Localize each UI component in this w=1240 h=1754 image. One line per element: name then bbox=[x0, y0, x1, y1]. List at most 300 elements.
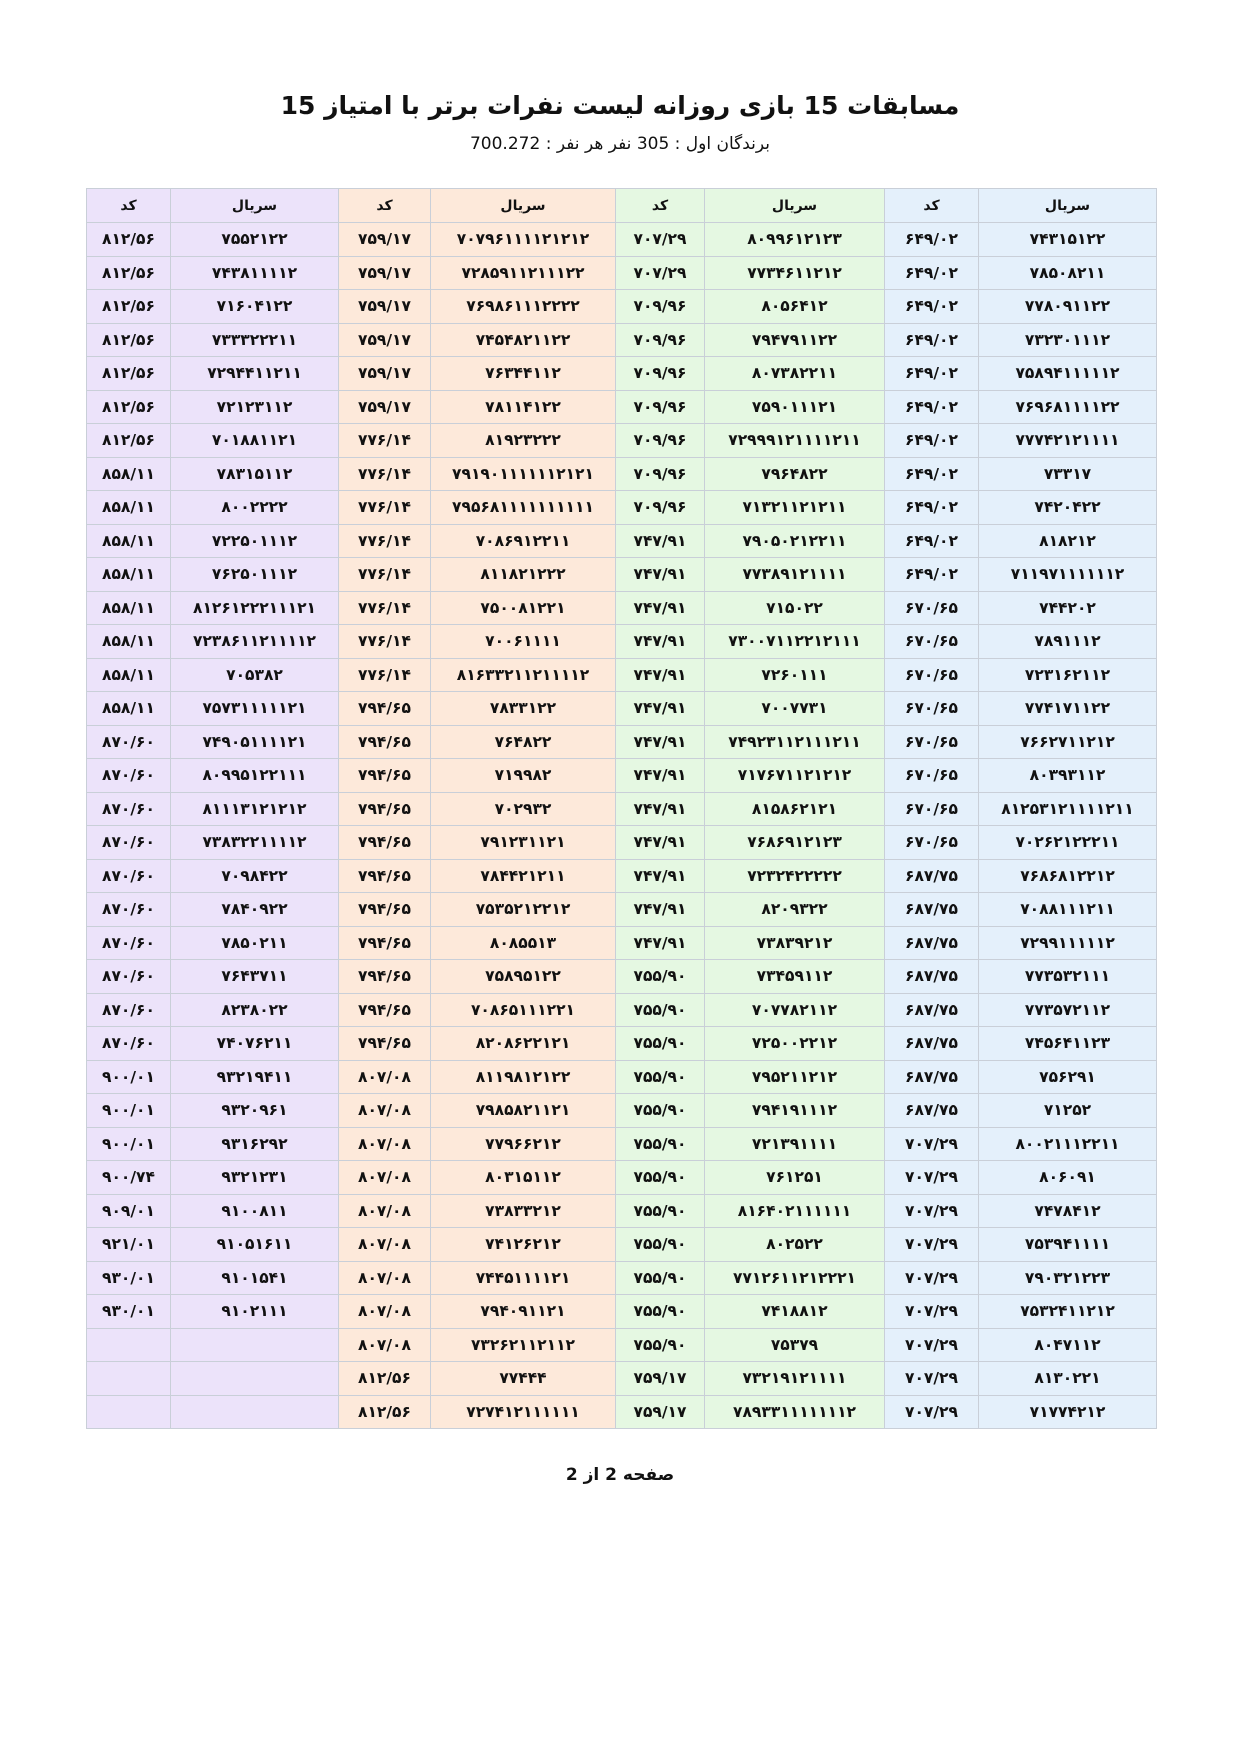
code-cell: ۷۰۷/۲۹ bbox=[616, 256, 705, 290]
serial-cell: ۷۶۹۶۸۱۱۱۱۲۲ bbox=[979, 390, 1157, 424]
code-cell: ۷۴۷/۹۱ bbox=[616, 658, 705, 692]
serial-cell: ۸۱۶۳۳۲۱۱۲۱۱۱۱۲ bbox=[431, 658, 616, 692]
code-cell: ۶۸۷/۷۵ bbox=[885, 993, 979, 1027]
code-cell: ۷۰۷/۲۹ bbox=[885, 1295, 979, 1329]
serial-cell: ۸۱۱۹۸۱۲۱۲۲ bbox=[431, 1060, 616, 1094]
code-cell: ۶۸۷/۷۵ bbox=[885, 960, 979, 994]
code-cell: ۸۱۲/۵۶ bbox=[87, 357, 171, 391]
code-cell: ۷۵۵/۹۰ bbox=[616, 1161, 705, 1195]
code-cell: ۷۷۶/۱۴ bbox=[339, 591, 431, 625]
serial-cell: ۸۲۰۸۶۲۲۱۲۱ bbox=[431, 1027, 616, 1061]
code-cell: ۶۴۹/۰۲ bbox=[885, 424, 979, 458]
serial-cell: ۸۱۲۵۳۱۲۱۱۱۱۲۱۱ bbox=[979, 792, 1157, 826]
serial-cell: ۷۴۳۸۱۱۱۱۲ bbox=[171, 256, 339, 290]
code-cell: ۶۷۰/۶۵ bbox=[885, 625, 979, 659]
code-cell: ۸۱۲/۵۶ bbox=[87, 424, 171, 458]
serial-cell: ۷۱۷۷۴۲۱۲ bbox=[979, 1395, 1157, 1429]
serial-cell: ۷۰۰۶۱۱۱۱ bbox=[431, 625, 616, 659]
serial-cell: ۷۰۲۹۳۲ bbox=[431, 792, 616, 826]
code-cell: ۷۵۹/۱۷ bbox=[339, 223, 431, 257]
serial-cell: ۷۵۸۹۵۱۲۲ bbox=[431, 960, 616, 994]
results-table-wrapper bbox=[86, 188, 1156, 1429]
code-cell: ۷۹۴/۶۵ bbox=[339, 792, 431, 826]
serial-cell: ۷۰۱۸۸۱۱۲۱ bbox=[171, 424, 339, 458]
code-cell: ۷۵۵/۹۰ bbox=[616, 1127, 705, 1161]
code-cell: ۸۱۲/۵۶ bbox=[87, 390, 171, 424]
code-cell: ۸۰۷/۰۸ bbox=[339, 1060, 431, 1094]
table-row bbox=[87, 1395, 1157, 1429]
table-row bbox=[87, 1060, 1157, 1094]
code-cell: ۶۸۷/۷۵ bbox=[885, 1027, 979, 1061]
table-row bbox=[87, 424, 1157, 458]
code-cell: ۷۴۷/۹۱ bbox=[616, 692, 705, 726]
code-cell: ۸۰۷/۰۸ bbox=[339, 1295, 431, 1329]
code-cell: ۷۰۷/۲۹ bbox=[885, 1395, 979, 1429]
serial-cell: ۷۴۴۲۰۲ bbox=[979, 591, 1157, 625]
table-row bbox=[87, 390, 1157, 424]
serial-cell: ۷۰۵۳۸۲ bbox=[171, 658, 339, 692]
serial-cell: ۷۰۹۸۴۲۲ bbox=[171, 859, 339, 893]
code-cell: ۷۵۹/۱۷ bbox=[339, 290, 431, 324]
serial-cell: ۷۹۰۵۰۲۱۲۲۱۱ bbox=[705, 524, 885, 558]
code-cell: ۸۱۲/۵۶ bbox=[87, 290, 171, 324]
table-row bbox=[87, 692, 1157, 726]
serial-cell: ۷۲۱۲۳۱۱۲ bbox=[171, 390, 339, 424]
serial-cell: ۸۱۶۴۰۲۱۱۱۱۱۱ bbox=[705, 1194, 885, 1228]
code-cell: ۹۰۰/۰۱ bbox=[87, 1127, 171, 1161]
code-cell: ۷۴۷/۹۱ bbox=[616, 558, 705, 592]
code-cell: ۶۸۷/۷۵ bbox=[885, 1094, 979, 1128]
serial-cell: ۷۳۸۳۲۲۱۱۱۱۲ bbox=[171, 826, 339, 860]
code-cell: ۷۵۵/۹۰ bbox=[616, 1094, 705, 1128]
serial-cell: ۷۸۱۱۴۱۲۲ bbox=[431, 390, 616, 424]
serial-cell: ۷۸۹۳۳۱۱۱۱۱۱۱۲ bbox=[705, 1395, 885, 1429]
code-cell: ۷۴۷/۹۱ bbox=[616, 926, 705, 960]
code-cell: ۸۵۸/۱۱ bbox=[87, 558, 171, 592]
serial-cell: ۷۱۶۰۴۱۲۲ bbox=[171, 290, 339, 324]
table-row bbox=[87, 759, 1157, 793]
code-cell: ۷۰۹/۹۶ bbox=[616, 390, 705, 424]
code-cell: ۷۵۵/۹۰ bbox=[616, 1060, 705, 1094]
serial-cell: ۷۹۴۰۹۱۱۲۱ bbox=[431, 1295, 616, 1329]
code-cell: ۷۹۴/۶۵ bbox=[339, 859, 431, 893]
table-row bbox=[87, 524, 1157, 558]
serial-cell: ۷۹۰۳۲۱۲۲۳ bbox=[979, 1261, 1157, 1295]
serial-cell: ۷۷۴۱۷۱۱۲۲ bbox=[979, 692, 1157, 726]
serial-cell bbox=[171, 1362, 339, 1396]
code-cell: ۸۷۰/۶۰ bbox=[87, 792, 171, 826]
serial-cell: ۷۹۱۹۰۱۱۱۱۱۱۲۱۲۱ bbox=[431, 457, 616, 491]
table-row bbox=[87, 1194, 1157, 1228]
serial-cell: ۷۱۹۹۸۲ bbox=[431, 759, 616, 793]
serial-cell: ۹۳۱۶۲۹۲ bbox=[171, 1127, 339, 1161]
table-row bbox=[87, 1027, 1157, 1061]
serial-cell: ۷۴۱۸۸۱۲ bbox=[705, 1295, 885, 1329]
code-cell: ۸۵۸/۱۱ bbox=[87, 692, 171, 726]
code-cell: ۷۴۷/۹۱ bbox=[616, 591, 705, 625]
code-cell: ۷۴۷/۹۱ bbox=[616, 625, 705, 659]
serial-cell: ۷۹۵۲۱۱۲۱۲ bbox=[705, 1060, 885, 1094]
code-cell: ۷۵۵/۹۰ bbox=[616, 993, 705, 1027]
table-row bbox=[87, 993, 1157, 1027]
serial-cell: ۹۱۰۲۱۱۱ bbox=[171, 1295, 339, 1329]
serial-cell: ۷۱۲۵۲ bbox=[979, 1094, 1157, 1128]
code-cell: ۶۴۹/۰۲ bbox=[885, 524, 979, 558]
code-cell: ۸۵۸/۱۱ bbox=[87, 491, 171, 525]
code-cell: ۶۷۰/۶۵ bbox=[885, 759, 979, 793]
table-body bbox=[87, 223, 1157, 1429]
code-cell: ۷۷۶/۱۴ bbox=[339, 491, 431, 525]
winners-summary: برندگان اول : 305 نفر هر نفر : 700.272 bbox=[469, 134, 771, 154]
serial-cell: ۷۳۲۳۰۱۱۱۲ bbox=[979, 323, 1157, 357]
code-cell: ۷۹۴/۶۵ bbox=[339, 960, 431, 994]
serial-cell: ۸۱۵۸۶۲۱۲۱ bbox=[705, 792, 885, 826]
serial-cell: ۷۷۱۲۶۱۱۲۱۲۲۲۱ bbox=[705, 1261, 885, 1295]
code-cell: ۷۵۵/۹۰ bbox=[616, 1194, 705, 1228]
code-cell: ۷۹۴/۶۵ bbox=[339, 725, 431, 759]
table-row bbox=[87, 960, 1157, 994]
code-cell: ۶۷۰/۶۵ bbox=[885, 725, 979, 759]
code-cell: ۶۴۹/۰۲ bbox=[885, 390, 979, 424]
header-serial: سریال bbox=[431, 189, 616, 223]
serial-cell: ۷۳۳۱۷ bbox=[979, 457, 1157, 491]
code-cell: ۶۴۹/۰۲ bbox=[885, 256, 979, 290]
serial-cell: ۸۰۲۵۲۲ bbox=[705, 1228, 885, 1262]
serial-cell: ۹۱۰۰۸۱۱ bbox=[171, 1194, 339, 1228]
serial-cell: ۹۳۲۱۹۴۱۱ bbox=[171, 1060, 339, 1094]
serial-cell: ۷۲۹۴۴۱۱۲۱۱ bbox=[171, 357, 339, 391]
code-cell: ۸۷۰/۶۰ bbox=[87, 1027, 171, 1061]
code-cell: ۸۷۰/۶۰ bbox=[87, 859, 171, 893]
code-cell: ۷۴۷/۹۱ bbox=[616, 826, 705, 860]
code-cell: ۷۵۹/۱۷ bbox=[616, 1395, 705, 1429]
serial-cell: ۷۰۰۷۷۳۱ bbox=[705, 692, 885, 726]
serial-cell: ۷۴۴۵۱۱۱۱۲۱ bbox=[431, 1261, 616, 1295]
serial-cell: ۷۷۷۴۲۱۲۱۱۱۱ bbox=[979, 424, 1157, 458]
code-cell: ۸۵۸/۱۱ bbox=[87, 591, 171, 625]
serial-cell: ۸۰۰۲۲۲۲ bbox=[171, 491, 339, 525]
serial-cell: ۷۸۴۰۹۲۲ bbox=[171, 893, 339, 927]
code-cell: ۷۵۹/۱۷ bbox=[616, 1362, 705, 1396]
code-cell: ۸۰۷/۰۸ bbox=[339, 1127, 431, 1161]
serial-cell: ۷۶۸۶۸۱۲۲۱۲ bbox=[979, 859, 1157, 893]
code-cell: ۷۵۹/۱۷ bbox=[339, 323, 431, 357]
serial-cell: ۷۲۳۱۶۲۱۱۲ bbox=[979, 658, 1157, 692]
serial-cell: ۷۰۲۶۲۱۲۲۲۱۱ bbox=[979, 826, 1157, 860]
code-cell: ۶۸۷/۷۵ bbox=[885, 859, 979, 893]
code-cell: ۸۰۷/۰۸ bbox=[339, 1094, 431, 1128]
results-table bbox=[86, 188, 1157, 1429]
code-cell: ۶۴۹/۰۲ bbox=[885, 558, 979, 592]
code-cell: ۷۷۶/۱۴ bbox=[339, 625, 431, 659]
code-cell: ۷۹۴/۶۵ bbox=[339, 826, 431, 860]
serial-cell: ۷۴۰۷۶۲۱۱ bbox=[171, 1027, 339, 1061]
table-row bbox=[87, 323, 1157, 357]
header-serial: سریال bbox=[979, 189, 1157, 223]
serial-cell: ۷۴۱۲۶۲۱۲ bbox=[431, 1228, 616, 1262]
serial-cell: ۷۷۳۵۳۲۱۱۱ bbox=[979, 960, 1157, 994]
serial-cell: ۷۵۸۹۴۱۱۱۱۱۲ bbox=[979, 357, 1157, 391]
table-row bbox=[87, 893, 1157, 927]
code-cell: ۶۸۷/۷۵ bbox=[885, 926, 979, 960]
table-row bbox=[87, 1094, 1157, 1128]
code-cell: ۹۳۰/۰۱ bbox=[87, 1295, 171, 1329]
serial-cell bbox=[171, 1328, 339, 1362]
serial-cell: ۷۱۳۲۱۱۲۱۲۱۱ bbox=[705, 491, 885, 525]
serial-cell: ۷۳۲۶۲۱۱۲۱۱۲ bbox=[431, 1328, 616, 1362]
code-cell: ۶۷۰/۶۵ bbox=[885, 792, 979, 826]
code-cell: ۷۹۴/۶۵ bbox=[339, 692, 431, 726]
serial-cell: ۷۸۹۱۱۱۲ bbox=[979, 625, 1157, 659]
serial-cell: ۷۷۳۸۹۱۲۱۱۱۱ bbox=[705, 558, 885, 592]
code-cell: ۶۴۹/۰۲ bbox=[885, 223, 979, 257]
table-row bbox=[87, 558, 1157, 592]
code-cell: ۸۷۰/۶۰ bbox=[87, 993, 171, 1027]
serial-cell: ۷۲۶۰۱۱۱ bbox=[705, 658, 885, 692]
serial-cell: ۷۵۹۰۱۱۱۲۱ bbox=[705, 390, 885, 424]
code-cell: ۷۰۷/۲۹ bbox=[885, 1194, 979, 1228]
code-cell: ۶۷۰/۶۵ bbox=[885, 826, 979, 860]
code-cell: ۷۴۷/۹۱ bbox=[616, 524, 705, 558]
code-cell: ۹۰۰/۰۱ bbox=[87, 1094, 171, 1128]
serial-cell: ۷۶۶۲۷۱۱۲۱۲ bbox=[979, 725, 1157, 759]
code-cell: ۶۴۹/۰۲ bbox=[885, 357, 979, 391]
serial-cell: ۷۱۵۰۲۲ bbox=[705, 591, 885, 625]
code-cell: ۷۰۷/۲۹ bbox=[885, 1228, 979, 1262]
serial-cell: ۷۸۳۱۵۱۱۲ bbox=[171, 457, 339, 491]
serial-cell: ۸۰۰۲۱۱۱۲۲۱۱ bbox=[979, 1127, 1157, 1161]
code-cell: ۶۴۹/۰۲ bbox=[885, 491, 979, 525]
serial-cell: ۷۶۴۳۷۱۱ bbox=[171, 960, 339, 994]
table-row bbox=[87, 591, 1157, 625]
serial-cell: ۷۵۳۵۲۱۲۲۱۲ bbox=[431, 893, 616, 927]
serial-cell: ۹۱۰۱۵۴۱ bbox=[171, 1261, 339, 1295]
code-cell: ۶۷۰/۶۵ bbox=[885, 591, 979, 625]
code-cell: ۸۵۸/۱۱ bbox=[87, 524, 171, 558]
code-cell: ۷۷۶/۱۴ bbox=[339, 658, 431, 692]
serial-cell: ۷۲۸۵۹۱۱۲۱۱۱۲۲ bbox=[431, 256, 616, 290]
serial-cell: ۷۷۳۴۶۱۱۲۱۲ bbox=[705, 256, 885, 290]
table-row bbox=[87, 859, 1157, 893]
code-cell: ۷۹۴/۶۵ bbox=[339, 993, 431, 1027]
serial-cell: ۷۲۳۲۴۲۲۲۲۲ bbox=[705, 859, 885, 893]
serial-cell: ۷۶۳۴۴۱۱۲ bbox=[431, 357, 616, 391]
code-cell: ۹۲۱/۰۱ bbox=[87, 1228, 171, 1262]
serial-cell: ۷۶۱۲۵۱ bbox=[705, 1161, 885, 1195]
serial-cell: ۷۵۶۲۹۱ bbox=[979, 1060, 1157, 1094]
code-cell: ۷۰۹/۹۶ bbox=[616, 424, 705, 458]
serial-cell: ۷۴۹۰۵۱۱۱۱۲۱ bbox=[171, 725, 339, 759]
serial-cell: ۷۹۱۲۳۱۱۲۱ bbox=[431, 826, 616, 860]
serial-cell: ۷۳۰۰۷۱۱۲۲۱۲۱۱۱ bbox=[705, 625, 885, 659]
code-cell: ۷۵۵/۹۰ bbox=[616, 1295, 705, 1329]
serial-cell: ۷۵۰۰۸۱۲۲۱ bbox=[431, 591, 616, 625]
serial-cell: ۹۱۰۵۱۶۱۱ bbox=[171, 1228, 339, 1262]
code-cell: ۸۷۰/۶۰ bbox=[87, 826, 171, 860]
serial-cell: ۸۱۱۱۳۱۲۱۲۱۲ bbox=[171, 792, 339, 826]
serial-cell: ۸۰۷۳۸۲۲۱۱ bbox=[705, 357, 885, 391]
serial-cell: ۷۴۳۱۵۱۲۲ bbox=[979, 223, 1157, 257]
code-cell: ۷۰۷/۲۹ bbox=[885, 1362, 979, 1396]
serial-cell: ۷۹۶۴۸۲۲ bbox=[705, 457, 885, 491]
serial-cell: ۷۰۷۹۶۱۱۱۱۲۱۲۱۲ bbox=[431, 223, 616, 257]
serial-cell: ۷۹۸۵۸۲۱۱۲۱ bbox=[431, 1094, 616, 1128]
table-row bbox=[87, 658, 1157, 692]
serial-cell: ۸۱۱۸۲۱۲۲۲ bbox=[431, 558, 616, 592]
serial-cell: ۷۳۳۳۲۲۲۱۱ bbox=[171, 323, 339, 357]
code-cell: ۹۰۰/۷۴ bbox=[87, 1161, 171, 1195]
code-cell: ۷۰۹/۹۶ bbox=[616, 457, 705, 491]
table-row bbox=[87, 725, 1157, 759]
serial-cell: ۸۲۰۹۳۲۲ bbox=[705, 893, 885, 927]
code-cell: ۸۷۰/۶۰ bbox=[87, 893, 171, 927]
code-cell: ۷۰۷/۲۹ bbox=[885, 1328, 979, 1362]
serial-cell: ۷۴۵۴۸۲۱۱۲۲ bbox=[431, 323, 616, 357]
code-cell: ۶۴۹/۰۲ bbox=[885, 290, 979, 324]
table-row bbox=[87, 491, 1157, 525]
header-code: کد bbox=[885, 189, 979, 223]
header-code: کد bbox=[616, 189, 705, 223]
code-cell: ۷۵۵/۹۰ bbox=[616, 960, 705, 994]
table-row bbox=[87, 792, 1157, 826]
table-row bbox=[87, 290, 1157, 324]
serial-cell: ۸۰۳۱۵۱۱۲ bbox=[431, 1161, 616, 1195]
code-cell: ۸۱۲/۵۶ bbox=[339, 1395, 431, 1429]
code-cell: ۷۹۴/۶۵ bbox=[339, 926, 431, 960]
serial-cell: ۹۳۲۰۹۶۱ bbox=[171, 1094, 339, 1128]
serial-cell: ۷۰۷۷۸۲۱۱۲ bbox=[705, 993, 885, 1027]
code-cell: ۷۵۹/۱۷ bbox=[339, 256, 431, 290]
table-row bbox=[87, 256, 1157, 290]
code-cell: ۸۰۷/۰۸ bbox=[339, 1328, 431, 1362]
serial-cell: ۷۰۸۶۹۱۲۲۱۱ bbox=[431, 524, 616, 558]
serial-cell: ۷۸۳۳۱۲۲ bbox=[431, 692, 616, 726]
serial-cell: ۷۴۷۸۴۱۲ bbox=[979, 1194, 1157, 1228]
serial-cell: ۷۶۸۶۹۱۲۱۲۳ bbox=[705, 826, 885, 860]
code-cell: ۷۰۷/۲۹ bbox=[885, 1127, 979, 1161]
header-serial: سریال bbox=[705, 189, 885, 223]
table-row bbox=[87, 1127, 1157, 1161]
serial-cell: ۷۶۲۵۰۱۱۱۲ bbox=[171, 558, 339, 592]
code-cell: ۸۰۷/۰۸ bbox=[339, 1228, 431, 1262]
serial-cell bbox=[171, 1395, 339, 1429]
code-cell: ۷۹۴/۶۵ bbox=[339, 759, 431, 793]
code-cell: ۷۰۹/۹۶ bbox=[616, 323, 705, 357]
code-cell: ۶۸۷/۷۵ bbox=[885, 893, 979, 927]
serial-cell: ۷۲۹۹۹۱۲۱۱۱۱۲۱۱ bbox=[705, 424, 885, 458]
code-cell: ۹۰۹/۰۱ bbox=[87, 1194, 171, 1228]
serial-cell: ۷۸۴۴۲۱۲۱۱ bbox=[431, 859, 616, 893]
table-row bbox=[87, 1362, 1157, 1396]
serial-cell: ۷۱۱۹۷۱۱۱۱۱۱۲ bbox=[979, 558, 1157, 592]
serial-cell: ۷۹۴۱۹۱۱۱۲ bbox=[705, 1094, 885, 1128]
header-serial: سریال bbox=[171, 189, 339, 223]
code-cell: ۷۵۹/۱۷ bbox=[339, 390, 431, 424]
serial-cell: ۷۵۳۲۴۱۱۲۱۲ bbox=[979, 1295, 1157, 1329]
code-cell: ۶۸۷/۷۵ bbox=[885, 1060, 979, 1094]
code-cell: ۷۷۶/۱۴ bbox=[339, 424, 431, 458]
code-cell: ۷۵۹/۱۷ bbox=[339, 357, 431, 391]
serial-cell: ۸۲۳۸۰۲۲ bbox=[171, 993, 339, 1027]
serial-cell: ۹۳۲۱۲۳۱ bbox=[171, 1161, 339, 1195]
code-cell: ۷۰۷/۲۹ bbox=[885, 1261, 979, 1295]
serial-cell: ۷۰۸۶۵۱۱۱۲۲۱ bbox=[431, 993, 616, 1027]
serial-cell: ۷۵۵۲۱۲۲ bbox=[171, 223, 339, 257]
serial-cell: ۷۹۵۶۸۱۱۱۱۱۱۱۱۱۱ bbox=[431, 491, 616, 525]
page-title: مسابقات 15 بازی روزانه لیست نفرات برتر با امتیاز 15 bbox=[280, 91, 960, 120]
serial-cell: ۸۱۲۶۱۲۲۲۱۱۱۲۱ bbox=[171, 591, 339, 625]
code-cell: ۸۵۸/۱۱ bbox=[87, 457, 171, 491]
code-cell bbox=[87, 1362, 171, 1396]
code-cell: ۷۴۷/۹۱ bbox=[616, 859, 705, 893]
table-row bbox=[87, 1161, 1157, 1195]
serial-cell: ۸۰۴۷۱۱۲ bbox=[979, 1328, 1157, 1362]
code-cell: ۸۱۲/۵۶ bbox=[87, 256, 171, 290]
code-cell: ۶۷۰/۶۵ bbox=[885, 692, 979, 726]
code-cell: ۹۳۰/۰۱ bbox=[87, 1261, 171, 1295]
serial-cell: ۷۳۸۳۹۲۱۲ bbox=[705, 926, 885, 960]
serial-cell: ۸۱۹۲۳۲۲۲ bbox=[431, 424, 616, 458]
serial-cell: ۸۰۹۹۵۱۲۲۱۱۱ bbox=[171, 759, 339, 793]
serial-cell: ۷۷۹۶۶۲۱۲ bbox=[431, 1127, 616, 1161]
code-cell: ۸۰۷/۰۸ bbox=[339, 1161, 431, 1195]
header-code: کد bbox=[339, 189, 431, 223]
code-cell: ۸۷۰/۶۰ bbox=[87, 759, 171, 793]
table-row bbox=[87, 1228, 1157, 1262]
serial-cell: ۸۰۸۵۵۱۳ bbox=[431, 926, 616, 960]
code-cell: ۷۵۵/۹۰ bbox=[616, 1328, 705, 1362]
code-cell: ۸۵۸/۱۱ bbox=[87, 625, 171, 659]
code-cell: ۹۰۰/۰۱ bbox=[87, 1060, 171, 1094]
serial-cell: ۷۵۳۷۹ bbox=[705, 1328, 885, 1362]
code-cell: ۸۵۸/۱۱ bbox=[87, 658, 171, 692]
code-cell: ۷۰۹/۹۶ bbox=[616, 491, 705, 525]
code-cell: ۷۴۷/۹۱ bbox=[616, 893, 705, 927]
code-cell: ۸۱۲/۵۶ bbox=[87, 223, 171, 257]
serial-cell: ۷۴۹۲۳۱۱۲۱۱۱۲۱۱ bbox=[705, 725, 885, 759]
code-cell: ۷۰۷/۲۹ bbox=[885, 1161, 979, 1195]
serial-cell: ۷۸۵۰۲۱۱ bbox=[171, 926, 339, 960]
code-cell: ۶۴۹/۰۲ bbox=[885, 323, 979, 357]
code-cell: ۷۵۵/۹۰ bbox=[616, 1261, 705, 1295]
code-cell: ۷۴۷/۹۱ bbox=[616, 759, 705, 793]
serial-cell: ۷۲۳۸۶۱۱۲۱۱۱۱۲ bbox=[171, 625, 339, 659]
code-cell: ۸۷۰/۶۰ bbox=[87, 960, 171, 994]
code-cell: ۸۱۲/۵۶ bbox=[339, 1362, 431, 1396]
code-cell bbox=[87, 1328, 171, 1362]
serial-cell: ۷۳۲۱۹۱۲۱۱۱۱ bbox=[705, 1362, 885, 1396]
table-row bbox=[87, 1295, 1157, 1329]
code-cell: ۷۰۷/۲۹ bbox=[616, 223, 705, 257]
table-row bbox=[87, 1328, 1157, 1362]
serial-cell: ۷۲۲۵۰۱۱۱۲ bbox=[171, 524, 339, 558]
code-cell: ۷۵۵/۹۰ bbox=[616, 1027, 705, 1061]
serial-cell: ۷۷۴۴۴ bbox=[431, 1362, 616, 1396]
serial-cell: ۷۹۴۷۹۱۱۲۲ bbox=[705, 323, 885, 357]
serial-cell: ۷۳۸۳۳۲۱۲ bbox=[431, 1194, 616, 1228]
code-cell: ۸۷۰/۶۰ bbox=[87, 725, 171, 759]
serial-cell: ۸۰۵۶۴۱۲ bbox=[705, 290, 885, 324]
page-number: صفحه 2 از 2 bbox=[565, 1465, 675, 1485]
serial-cell: ۷۴۵۶۴۱۱۲۳ bbox=[979, 1027, 1157, 1061]
table-row bbox=[87, 223, 1157, 257]
code-cell: ۷۷۶/۱۴ bbox=[339, 457, 431, 491]
serial-cell: ۸۰۹۹۶۱۲۱۲۳ bbox=[705, 223, 885, 257]
table-row bbox=[87, 357, 1157, 391]
code-cell: ۸۷۰/۶۰ bbox=[87, 926, 171, 960]
serial-cell: ۸۰۳۹۳۱۱۲ bbox=[979, 759, 1157, 793]
table-row bbox=[87, 926, 1157, 960]
